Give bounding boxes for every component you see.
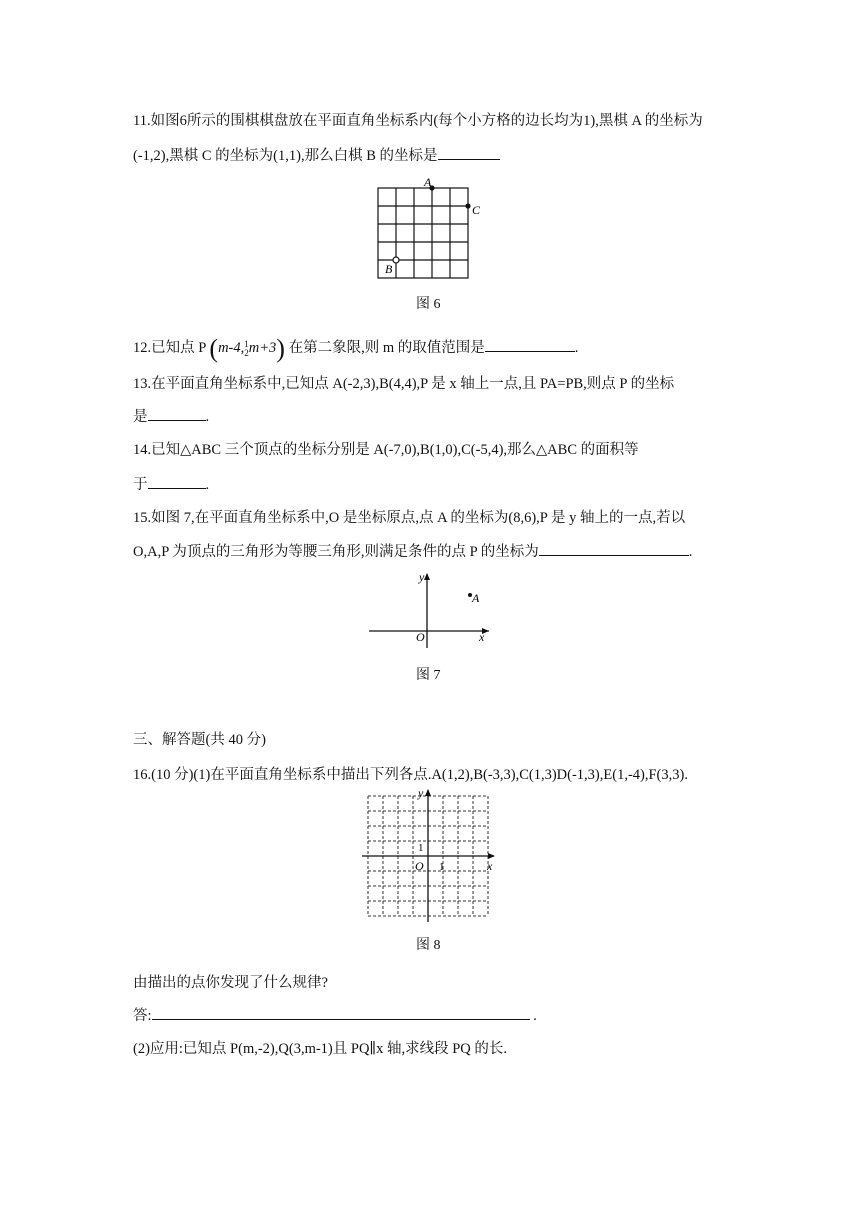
figure-8-grid <box>360 786 500 926</box>
q12-coord-a: m-4, <box>218 340 245 356</box>
q13-end: . <box>205 409 210 425</box>
q12-frac-num: 1 <box>244 338 249 349</box>
q14-line1: 14.已知△ABC 三个顶点的坐标分别是 A(-7,0),B(1,0),C(-5,4),那么△ABC 的面积等 <box>133 442 639 458</box>
q12-prefix: 12.已知点 P <box>133 340 206 356</box>
q16-answer-line <box>133 1005 537 1026</box>
figure-7-coordinate-axes <box>365 568 505 650</box>
q14-end: . <box>205 477 210 493</box>
origin-label: O <box>415 859 424 873</box>
q12-end: . <box>574 340 579 356</box>
q13-line1: 13.在平面直角坐标系中,已知点 A(-2,3),B(4,4),P 是 x 轴上一点,且 PA=PB,则点 P 的坐标 <box>133 376 675 392</box>
q14-line2 <box>133 474 209 495</box>
q16-answer-end: . <box>533 1008 537 1024</box>
figure-8-caption: 图 8 <box>416 938 441 953</box>
q16-question: 由描出的点你发现了什么规律? <box>133 975 328 991</box>
figure-6-go-board <box>360 174 500 284</box>
q15-answer-blank <box>539 541 689 556</box>
q12-line <box>133 334 579 363</box>
q12-coord-b: m+3 <box>248 340 277 356</box>
q11-answer-blank <box>438 145 500 160</box>
q13-line2 <box>133 406 209 427</box>
point-a-label: A <box>472 591 480 605</box>
q13-answer-blank <box>148 406 206 421</box>
q14-line2-text: 于 <box>133 477 148 493</box>
unit-x-label: 1 <box>439 861 445 873</box>
label-a: A <box>424 175 432 189</box>
q16-answer-label: 答: <box>133 1008 152 1024</box>
q12-paren-open: ( <box>209 334 219 363</box>
axis-y-label: y <box>418 786 424 800</box>
label-b: B <box>385 262 393 276</box>
label-c: C <box>472 203 481 217</box>
q15-line1: 15.如图 7,在平面直角坐标系中,O 是坐标原点,点 A 的坐标为(8,6),P 是 y 轴上的一点,若以 <box>133 510 686 526</box>
q12-suffix: 在第二象限,则 m 的取值范围是 <box>288 340 485 356</box>
white-stone-b <box>393 257 399 263</box>
q15-line2 <box>133 541 692 562</box>
figure-7-caption: 图 7 <box>416 668 441 683</box>
q11-line2-text: (-1,2),黑棋 C 的坐标为(1,1),那么白棋 B 的坐标是 <box>133 148 438 164</box>
q15-end: . <box>688 544 693 560</box>
q16-answer-blank <box>152 1005 530 1020</box>
axis-y-label: y <box>419 570 425 584</box>
q15-line2-text: O,A,P 为顶点的三角形为等腰三角形,则满足条件的点 P 的坐标为 <box>133 544 539 560</box>
q11-line1: 11.如图6所示的围棋棋盘放在平面直角坐标系内(每个小方格的边长均为1),黑棋 A 的坐标为 <box>133 113 703 129</box>
origin-label: O <box>416 630 425 644</box>
q16-part1: 16.(10 分)(1)在平面直角坐标系中描出下列各点.A(1,2),B(-3,3),C(1,3)D(-1,3),E(1,-4),F(3,3). <box>133 767 688 783</box>
q13-line2-text: 是 <box>133 409 148 425</box>
q12-frac-den: 2 <box>244 347 249 358</box>
figure-6-caption: 图 6 <box>416 297 441 312</box>
q12-paren-close: ) <box>276 334 285 363</box>
unit-y-label: 1 <box>418 842 424 854</box>
axis-x-label: x <box>487 859 493 873</box>
q11-line2 <box>133 145 500 166</box>
axis-x-label: x <box>479 630 485 644</box>
section-3-title: 三、解答题(共 40 分) <box>133 732 266 748</box>
black-stone-c <box>465 203 470 208</box>
q16-part2: (2)应用:已知点 P(m,-2),Q(3,m-1)且 PQ∥x 轴,求线段 PQ 的长. <box>133 1041 508 1057</box>
q14-answer-blank <box>148 474 206 489</box>
q12-answer-blank <box>485 337 575 352</box>
